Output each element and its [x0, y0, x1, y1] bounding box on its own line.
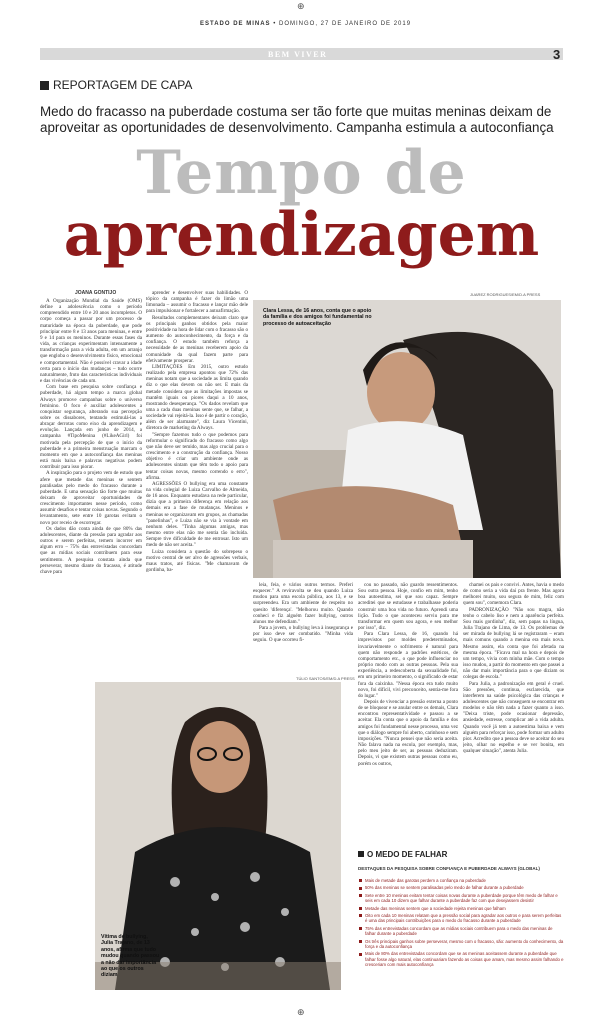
paragraph: Luiza considera a questão do sobrepeso o motivo central de ser alvo de agressões verbais, maus tratos, até físicas. "Me chamavam de gordinha, ba-: [146, 548, 248, 574]
column-3: [253, 582, 353, 678]
box-subtitle: DESTAQUES DA PESQUISA SOBRE CONFIANÇA E PUBERDADE ALWAYS (GLOBAL): [358, 866, 540, 871]
paragraph: Depois de vivenciar a pressão externa a ponto de se bloquear e se anular entre os demais, Clara encontrou representatividade e passou a se aceitar. Ela conta que o apoio da família e dos amigos foi fundamental nesse processo, uma vez que o diálogo sempre foi aberto, carinhoso e sem imposições. "Nunca pensei que não seria aceita. Não falava nada na escola, por exemplo, mas, pelo meu jeito de ser, as pessoas deduziram. Depois, vi que existem outras pessoas como eu, porém os outros,: [358, 698, 458, 767]
paragraph: chamei os pais e convivi. Antes, havia o medo de como seria a vida daí pra frente. Mas agora melhorei muito, sou segura de mim, feliz com quem sou", comemora Clara.: [463, 582, 564, 607]
paragraph: leia, feia, e vários outros termos. Preferi esquecer." A reviravolta se deu quando Luiza mudou para uma escola pública, aos 13, e se surpreendeu. Era um ambiente de respeito no quesito 'diferença'. "Melhorou muito. Quando conheci e fiz alguém fazer bullying, outros alunos me defendiam.": [253, 582, 353, 625]
folio-line: ESTADO DE MINAS • DOMINGO, 27 DE JANEIRO DE 2019: [200, 21, 412, 27]
photo-julia-trajano: [95, 682, 341, 990]
box-title-text: O MEDO DE FALHAR: [367, 850, 448, 859]
deck: Medo do fracasso na puberdade costuma ser tão forte que muitas meninas deixam de aproveitar as oportunidades de desenvolvimento. Campanha estimula a autoconfiança: [40, 104, 554, 135]
list-item: Os três principais ganhos sobre perseverar, mesmo com o fracasso, são: aumento do conhecimento, da força e da autoconfiança: [358, 939, 564, 950]
issue-date: DOMINGO, 27 DE JANEIRO DE 2019: [279, 21, 412, 27]
kicker: [40, 78, 192, 92]
registration-mark-bottom: ⊕: [297, 1008, 305, 1018]
paragraph: Com base em pesquisa sobre confiança e puberdade, há algum tempo a marca global Always promove campanhas sobre o universo feminino. O foco é auxiliar adolescentes a conquistar segurança, alterando sua percepção sobre os dissabores, tentando estimulá-las a abraçar derrotas como eixo da aprendizagem e evolução. Lançada em junho de 2014, a campanha #TipoMenina (#LikeAGirl) foi motivada pela percepção de que o início da puberdade e a primeira menstruação marcam o momento em que a autoconfiança das meninas está mais baixa e palavras negativas podem contribuir para isso piorar.: [40, 384, 142, 471]
paragraph: aprender e desenvolver suas habilidades. O tópico da campanha é fazer do limão uma limonada – assumir o fracasso e lançar mão dele para impulsionar e fortalecer a autoafirmação.: [146, 290, 248, 315]
registration-mark-top: ⊕: [297, 2, 305, 12]
list-item: Mais de 80% das entrevistadas concordam que se as meninas aceitassem durante a puberdade que falhar fosse algo natural, elas continuariam fazendo as coisas que amam, mas mesmo assim falhando e cresceriam com mais autoconfiança: [358, 951, 564, 967]
paragraph: "Sempre fazemos tudo o que podemos para reformular o significado do fracasso como algo que não deve ser temido, mas algo crucial para o crescimento e a construção da confiança. Nosso objetivo é criar um ambiente onde as adolescentes sintam que têm todo o apoio para tentar coisas novas, mesmo correndo o erro", afirma.: [146, 431, 248, 481]
list-item: 75% das entrevistadas concordam que as mídias sociais contribuem para o medo das meninas de falhar durante a puberdade: [358, 926, 564, 937]
headline-line-2: aprendizagem: [63, 200, 540, 270]
paragraph: A inspiração para o projeto vem de estudo que afere que metade das meninas se sentem paralisadas pelo medo do fracasso durante a puberdade. E uma sensação tão forte que muitas deixam de aproveitar oportunidades de crescimento importantes nesse período, como assumir desafios e tentar coisas novas. Segundo o levantamento, sete entre 10 garotas evitam o novo por receio de escorregar.: [40, 470, 142, 526]
photo-clara-lessa: [253, 300, 561, 578]
paragraph: LIMITAÇÕES Em 2015, outro estudo realizado pela empresa apontou que 72% das meninas notam que a sociedade as limita quando diz o que elas devem ou não ser. E mais da metade considera que as limitações impostas se mantêm iguais ou piores daqui a 10 anos, mostrando desesperança. "Os dados revelam que uma a cada duas meninas sente que, se falhar, a sociedade vai rejeitá-la. Isso é de partir o coração, além de ser alarmante", diz Laura Vicentini, diretora de marketing da Always.: [146, 363, 248, 432]
paragraph: A Organização Mundial da Saúde (OMS) define a adolescência como o período compreendido entre 10 e 20 anos incompletos. O corpo começa a passar por um processo de maturidade na época da puberdade, que pode principiar entre 8 e 13 anos para meninas, e entre 9 e 14 para os meninos. Durante essas fases da vida, as crianças experimentam intensamente a transformação para a vida adulta, em um arranjo que engloba o desenvolvimento físico, emocional e comportamental. Não é possível cravar a idade certa para o início das mudanças – tudo ocorre naturalmente, fruto das características individuais e das vivências de cada um.: [40, 298, 142, 385]
paragraph: Para Julia, a padronização em geral é cruel. São pressões, continua, esclarecida, que interferem na saúde psicológica das crianças e adolescentes que não conseguem se encontrar em modelos e não têm nada a fazer quanto a isso. "Deixa triste, pode ocasionar depressão, ansiedade, estresse, complicar até a vida adulta. Quando você já tem a autoestima baixa e vem alguém para reforçar isso, pode formar um adulto pior. Acredito que a pessoa deve se aceitar do seu jeito, olhar no espelho e se ver bonita, em qualquer situação", atenta Julia.: [463, 680, 564, 755]
section-name: BEM VIVER: [268, 50, 328, 59]
column-1: [40, 298, 142, 678]
paragraph: AGRESSÕES O bullying era uma constante na vida colegial de Luiza Carvalho de Almeida, de 16 anos. Enquanto estudava na rede particular, dizia que a primeira diferença em relação aos demais era a fase de mudanças. Meninos e meninas se organizavam em grupos, as chamadas "panelinhas", e Luiza não se via à vontade em nenhum deles. "Tinha algumas amigas, mas mesmo entre elas não me sentia tão incluída. Sempre tive dificuldade de me entrosar. Isto um medo de não ser aceita.": [146, 480, 248, 549]
box-title-square-icon: [358, 851, 364, 857]
photo2-credit: TÚLIO SANTOS/EM/D.A PRESS: [296, 676, 355, 681]
headline-line-1: Tempo de: [136, 138, 467, 208]
photo1-caption: Clara Lessa, de 16 anos, conta que o apoio da família e dos amigos foi fundamental no processo de autoaceitação: [263, 308, 372, 327]
column-4: [358, 582, 458, 844]
photo2-caption: Vítima de bullying, Julia Trajano, de 13 anos, afirma que tudo mudou quando passou a não dar importância ao que os outros diziam: [101, 934, 160, 979]
page-number: 3: [553, 47, 561, 62]
list-item: Mais de metade das garotas perdem a confiança na puberdade: [358, 878, 564, 883]
newspaper-name: ESTADO DE MINAS: [200, 21, 271, 27]
paragraph: cou no passado, não guardo ressentimentos. Sou outra pessoa. Hoje, confio em mim, tenho boa autoestima, sei que sou capaz. Sempre acreditei que se estudasse e trabalhasse poderia construir uma boa vida no futuro. Aprendi uma lição. Tudo o que aconteceu serviu para me transformar em quem sou agora, e seu melhor por isso", diz.: [358, 582, 458, 632]
list-item: Metade das meninas sentem que a sociedade rejeita meninas que falham: [358, 906, 564, 911]
list-item: Oito em cada 10 meninas relatam que a pressão social para agradar aos outros e para serem perfeitas é uma das principais contribuições para o medo do fracasso durante a puberdade: [358, 913, 564, 924]
photo-clara-lessa-illustration: [253, 300, 561, 578]
box-list: [358, 878, 564, 970]
byline: JOANA GONTIJO: [75, 290, 117, 296]
paragraph: Para Clara Lessa, de 16, quando há imprevistos por moldes predeterminados, invariavelmente o sofrimento é natural para quem não responde a padrões estéticos, de comportamento etc., o que pode influenciar no próprio modo com as outras pessoas. Pela sua experiência, a redescoberta da sexualidade foi, em um primeiro momento, o significado de estar fora da caixinha. "Nessa época era tudo muito novo, foi difícil, vivi preconceito, sentia-me fora do lugar.": [358, 631, 458, 699]
box-title: [358, 850, 447, 859]
kicker-label: REPORTAGEM DE CAPA: [53, 78, 193, 92]
column-2: [146, 290, 248, 678]
photo1-credit: JUAREZ RODRIGUES/EM/D.A PRESS: [470, 292, 541, 297]
list-item: 50% das meninas se sentem paralisadas pelo medo de falhar durante a puberdade: [358, 885, 564, 890]
paragraph: Para a jovem, o bullying leva à insegurança e por isso deve ser combatido. "Minha vida seguiu. O que ocorreu fi-: [253, 625, 353, 644]
column-5: [463, 582, 564, 844]
list-item: Sete entre 10 meninas evitam tentar coisas novas durante a puberdade porque têm medo de falhar e seis em cada 10 dizem que falhar durante a puberdade faz com que desejassem desistir: [358, 893, 564, 904]
paragraph: PADRONIZAÇÃO "Não sou magra, não tenho o cabelo liso e nem a aparência perfeita. Sou mais gordinha", diz, sem papas na língua, Julia Trajano de Lima, de 13. Os problemas de ser mirada de bullying lá se registraram – eram mais comuns quando a menina era mais nova. Mesmo assim, ela conta que foi afetada na mesma época. "Ficava mal na hora e depois de um tempo, vivia com minha mãe. Com o tempo isso mudou, a partir do momento em que passei a não dar mais importância para o que diziam os colegas de escola.": [463, 606, 564, 681]
paragraph: Os dados dão conta ainda de que 80% das adolescentes, diante da pressão para agradar aos outros e serem perfeitas, temem incorrer em algum erro – 75% das entrevistadas concordam que as mídias sociais contribuem para esse sentimento. A pesquisa constata ainda que perseverar, mesmo diante do fracasso, é atitude chave para: [40, 525, 142, 575]
kicker-square-icon: [40, 81, 49, 90]
paragraph: Resultados complementares deixam claro que os principais ganhos obtidos pela maior positividade na hora de lidar com o fracasso são o aumento do autoconhecimento, da força e da confiança. O estudo também reforça a necessidade de as meninas receberem apoio da comunidade da qual fazem parte para efetivamente prosperar.: [146, 314, 248, 364]
